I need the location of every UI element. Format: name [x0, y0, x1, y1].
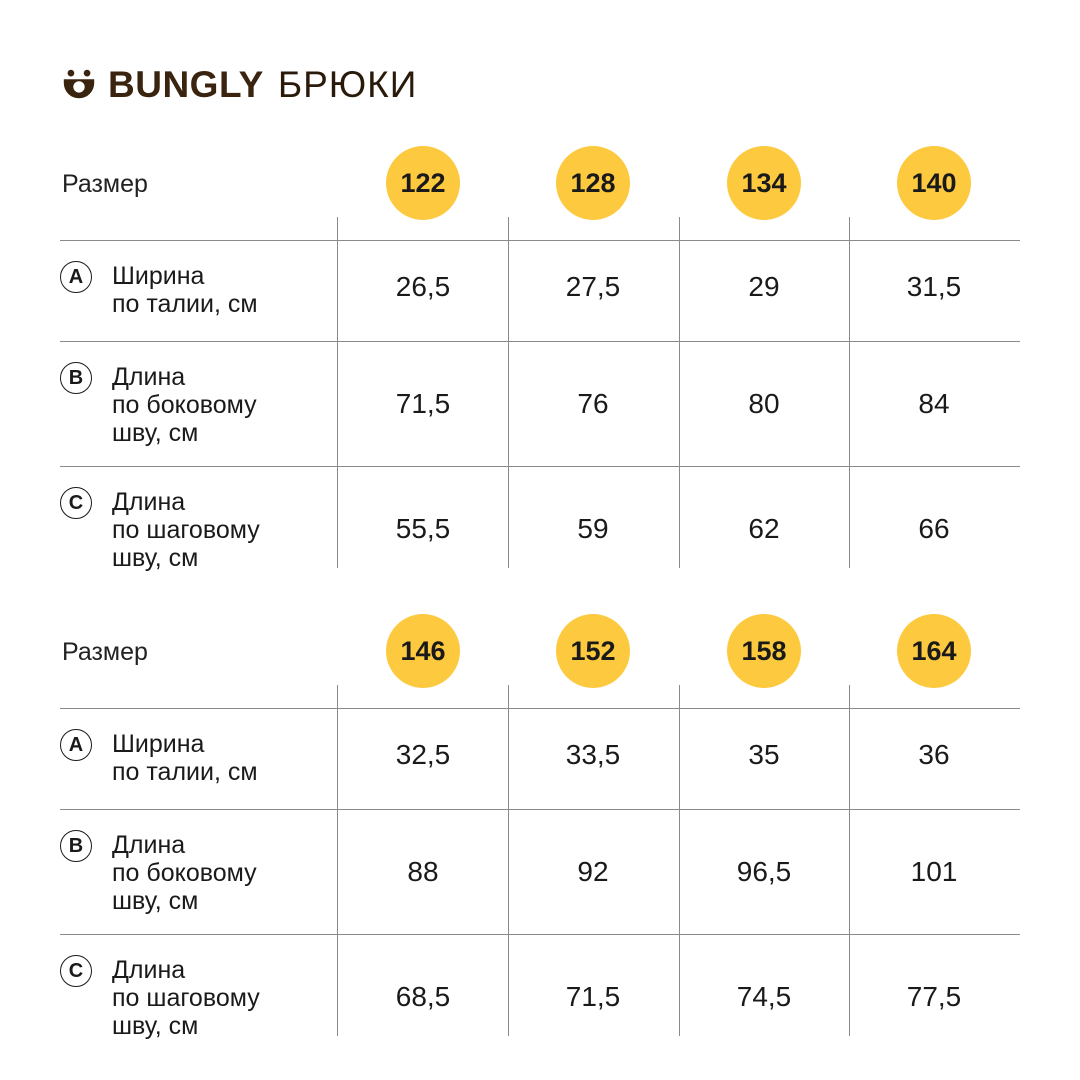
table-row: [0, 240, 1080, 341]
measure-letter-badge: C: [60, 487, 92, 519]
measure-label: Длина по боковому шву, см: [112, 363, 257, 447]
size-badge: 158: [727, 614, 801, 688]
measure-label: Ширина по талии, см: [112, 730, 258, 786]
table-row: [0, 341, 1080, 466]
measure-value: 68,5: [395, 981, 451, 1012]
measure-value: 59: [577, 513, 609, 544]
table-row: [0, 708, 1080, 809]
measure-letter-badge: A: [60, 729, 92, 761]
measure-value: 71,5: [565, 981, 621, 1012]
size-badge: 152: [556, 614, 630, 688]
measure-value: 62: [748, 513, 780, 544]
measure-value: 71,5: [395, 388, 451, 419]
size-badge: 122: [386, 146, 460, 220]
measure-letter-badge: C: [60, 955, 92, 987]
size-badge: 128: [556, 146, 630, 220]
page-header: [60, 62, 417, 108]
measure-value: 92: [577, 856, 609, 887]
size-badge: 164: [897, 614, 971, 688]
measure-value: 96,5: [736, 856, 792, 887]
measure-value: 31,5: [906, 271, 962, 302]
size-header-label: Размер: [62, 638, 148, 666]
measure-letter-badge: B: [60, 362, 92, 394]
measure-value: 32,5: [395, 739, 451, 770]
product-title: БРЮКИ: [277, 64, 418, 105]
brand-name: BUNGLY: [108, 64, 264, 105]
measure-value: 33,5: [565, 739, 621, 770]
measure-value: 66: [918, 513, 950, 544]
measure-value: 77,5: [906, 981, 962, 1012]
measure-value: 84: [918, 388, 950, 419]
measure-letter-badge: B: [60, 830, 92, 862]
measure-label: Длина по шаговому шву, см: [112, 956, 260, 1040]
smile-bowl-icon: [60, 66, 98, 104]
table-row: [0, 809, 1080, 934]
measure-value: 26,5: [395, 271, 451, 302]
measure-letter-badge: A: [60, 261, 92, 293]
size-badge: 134: [727, 146, 801, 220]
table-row: [0, 466, 1080, 572]
measure-value: 88: [407, 856, 439, 887]
measure-label: Длина по шаговому шву, см: [112, 488, 260, 572]
measure-value: 27,5: [565, 271, 621, 302]
table-row: [0, 934, 1080, 1040]
measure-value: 76: [577, 388, 609, 419]
size-header-label: Размер: [62, 170, 148, 198]
measure-value: 35: [748, 739, 780, 770]
size-badge: 146: [386, 614, 460, 688]
measure-value: 101: [910, 856, 958, 887]
measure-value: 36: [918, 739, 950, 770]
size-badge: 140: [897, 146, 971, 220]
measure-value: 74,5: [736, 981, 792, 1012]
measure-value: 80: [748, 388, 780, 419]
measure-value: 55,5: [395, 513, 451, 544]
measure-label: Длина по боковому шву, см: [112, 831, 257, 915]
measure-value: 29: [748, 271, 780, 302]
measure-label: Ширина по талии, см: [112, 262, 258, 318]
